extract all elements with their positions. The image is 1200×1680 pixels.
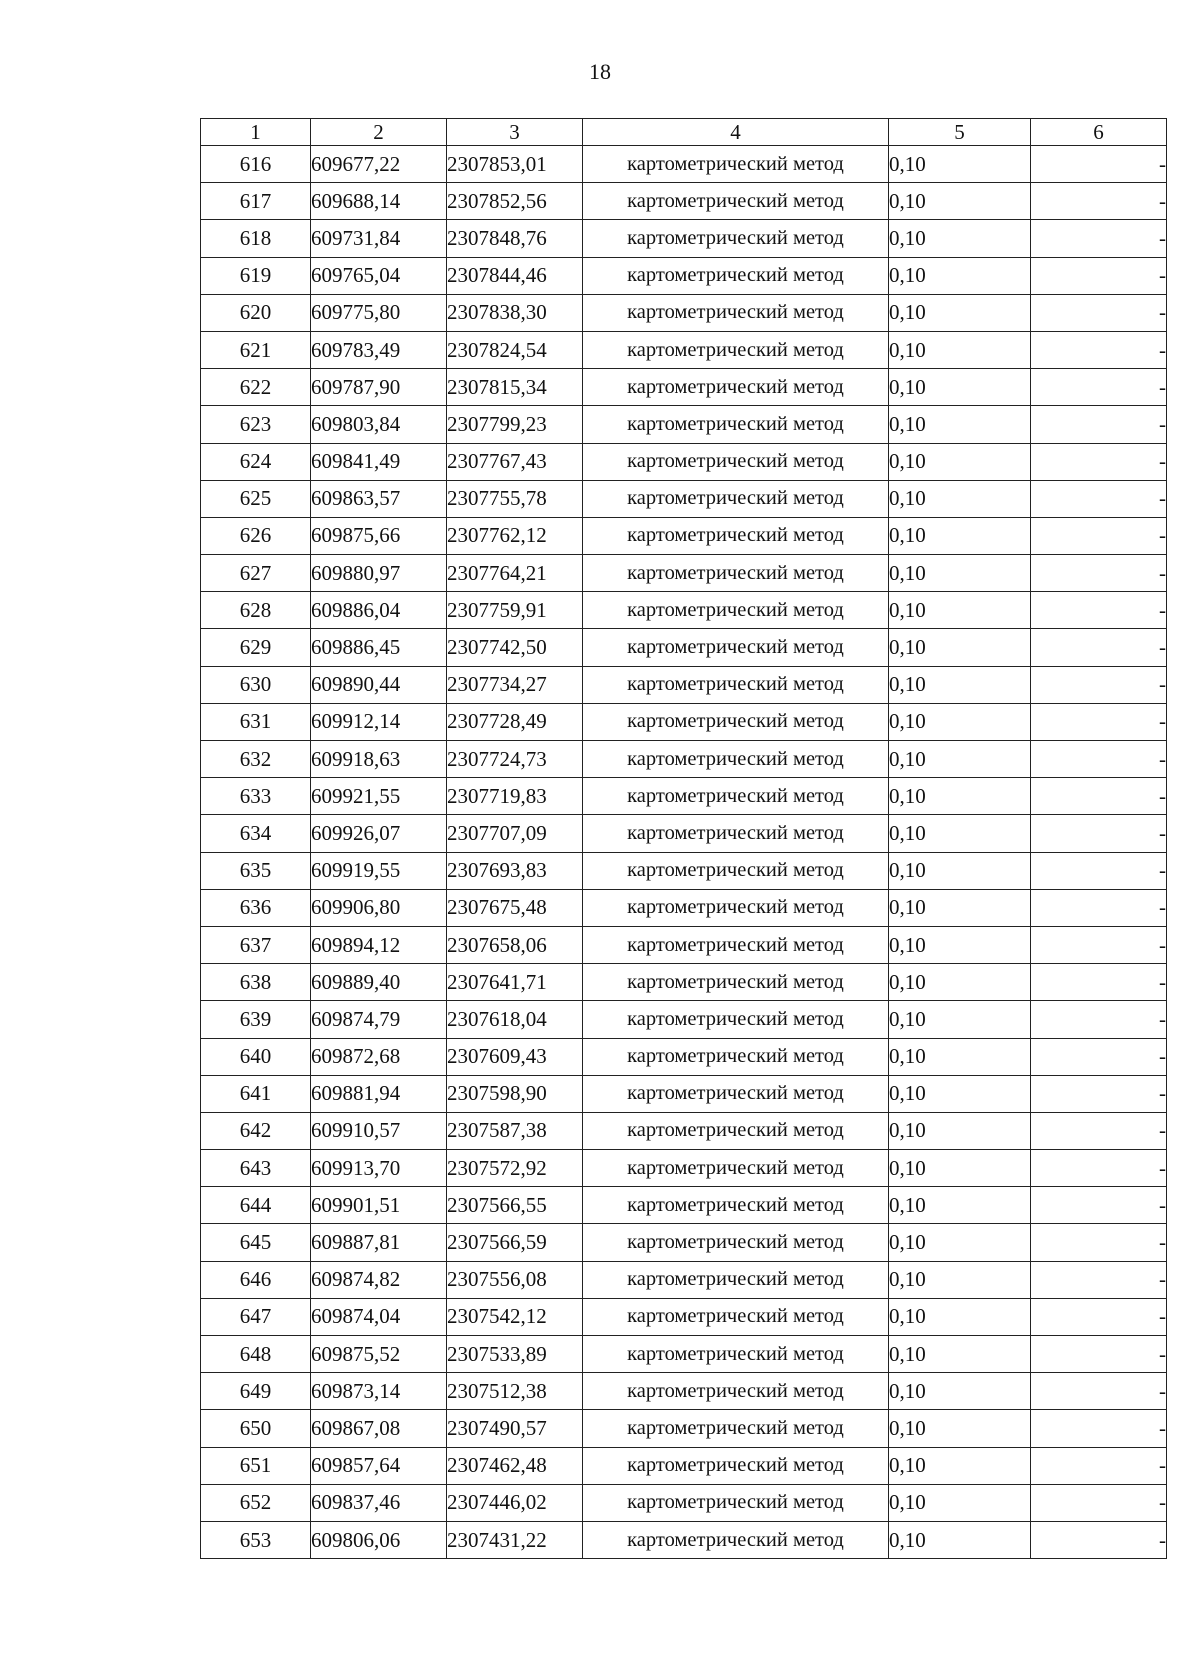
- y-coordinate-cell: 2307762,12: [447, 517, 583, 554]
- table-row: [201, 666, 1167, 703]
- accuracy-cell: 0,10: [889, 964, 1031, 1001]
- y-coordinate-cell: 2307512,38: [447, 1373, 583, 1410]
- accuracy-cell: 0,10: [889, 517, 1031, 554]
- y-coordinate-cell: 2307719,83: [447, 778, 583, 815]
- x-coordinate-cell: 609901,51: [311, 1187, 447, 1224]
- point-number-cell: 645: [201, 1224, 311, 1261]
- point-number-cell: 618: [201, 220, 311, 257]
- description-cell: -: [1031, 629, 1167, 666]
- accuracy-cell: 0,10: [889, 1298, 1031, 1335]
- x-coordinate-cell: 609873,14: [311, 1373, 447, 1410]
- point-number-cell: 647: [201, 1298, 311, 1335]
- accuracy-cell: 0,10: [889, 146, 1031, 183]
- method-cell: картометрический метод: [583, 1224, 889, 1261]
- y-coordinate-cell: 2307693,83: [447, 852, 583, 889]
- y-coordinate-cell: 2307799,23: [447, 406, 583, 443]
- description-cell: -: [1031, 1447, 1167, 1484]
- description-cell: -: [1031, 852, 1167, 889]
- description-cell: -: [1031, 294, 1167, 331]
- table-row: [201, 480, 1167, 517]
- y-coordinate-cell: 2307824,54: [447, 331, 583, 368]
- y-coordinate-cell: 2307759,91: [447, 592, 583, 629]
- table-row: [201, 1298, 1167, 1335]
- accuracy-cell: 0,10: [889, 1261, 1031, 1298]
- point-number-cell: 634: [201, 815, 311, 852]
- method-cell: картометрический метод: [583, 926, 889, 963]
- description-cell: -: [1031, 480, 1167, 517]
- table-row: [201, 592, 1167, 629]
- description-cell: -: [1031, 369, 1167, 406]
- description-cell: -: [1031, 1298, 1167, 1335]
- method-cell: картометрический метод: [583, 480, 889, 517]
- description-cell: -: [1031, 1224, 1167, 1261]
- table-row: [201, 220, 1167, 257]
- description-cell: -: [1031, 1112, 1167, 1149]
- description-cell: -: [1031, 592, 1167, 629]
- point-number-cell: 619: [201, 257, 311, 294]
- x-coordinate-cell: 609837,46: [311, 1484, 447, 1521]
- accuracy-cell: 0,10: [889, 1187, 1031, 1224]
- description-cell: -: [1031, 220, 1167, 257]
- accuracy-cell: 0,10: [889, 815, 1031, 852]
- description-cell: -: [1031, 443, 1167, 480]
- accuracy-cell: 0,10: [889, 592, 1031, 629]
- coordinates-table: [200, 118, 1167, 1559]
- table-row: [201, 183, 1167, 220]
- method-cell: картометрический метод: [583, 1521, 889, 1558]
- description-cell: -: [1031, 778, 1167, 815]
- description-cell: -: [1031, 1150, 1167, 1187]
- accuracy-cell: 0,10: [889, 183, 1031, 220]
- header-row: [201, 119, 1167, 146]
- description-cell: -: [1031, 1187, 1167, 1224]
- method-cell: картометрический метод: [583, 889, 889, 926]
- description-cell: -: [1031, 741, 1167, 778]
- point-number-cell: 650: [201, 1410, 311, 1447]
- method-cell: картометрический метод: [583, 1298, 889, 1335]
- method-cell: картометрический метод: [583, 331, 889, 368]
- method-cell: картометрический метод: [583, 1001, 889, 1038]
- column-header-5: 5: [889, 119, 1031, 146]
- table-row: [201, 778, 1167, 815]
- column-header-4: 4: [583, 119, 889, 146]
- y-coordinate-cell: 2307844,46: [447, 257, 583, 294]
- accuracy-cell: 0,10: [889, 852, 1031, 889]
- point-number-cell: 646: [201, 1261, 311, 1298]
- point-number-cell: 625: [201, 480, 311, 517]
- table-row: [201, 889, 1167, 926]
- method-cell: картометрический метод: [583, 294, 889, 331]
- y-coordinate-cell: 2307609,43: [447, 1038, 583, 1075]
- y-coordinate-cell: 2307734,27: [447, 666, 583, 703]
- table-row: [201, 257, 1167, 294]
- description-cell: -: [1031, 1336, 1167, 1373]
- table-row: [201, 555, 1167, 592]
- x-coordinate-cell: 609919,55: [311, 852, 447, 889]
- description-cell: -: [1031, 183, 1167, 220]
- y-coordinate-cell: 2307598,90: [447, 1075, 583, 1112]
- accuracy-cell: 0,10: [889, 1521, 1031, 1558]
- table-row: [201, 926, 1167, 963]
- x-coordinate-cell: 609918,63: [311, 741, 447, 778]
- table-row: [201, 964, 1167, 1001]
- y-coordinate-cell: 2307431,22: [447, 1521, 583, 1558]
- point-number-cell: 628: [201, 592, 311, 629]
- table-row: [201, 1187, 1167, 1224]
- description-cell: -: [1031, 1373, 1167, 1410]
- point-number-cell: 637: [201, 926, 311, 963]
- point-number-cell: 616: [201, 146, 311, 183]
- method-cell: картометрический метод: [583, 257, 889, 294]
- accuracy-cell: 0,10: [889, 369, 1031, 406]
- table-body: [201, 146, 1167, 1559]
- x-coordinate-cell: 609872,68: [311, 1038, 447, 1075]
- description-cell: -: [1031, 815, 1167, 852]
- point-number-cell: 620: [201, 294, 311, 331]
- x-coordinate-cell: 609874,79: [311, 1001, 447, 1038]
- column-header-3: 3: [447, 119, 583, 146]
- table-row: [201, 703, 1167, 740]
- x-coordinate-cell: 609841,49: [311, 443, 447, 480]
- y-coordinate-cell: 2307707,09: [447, 815, 583, 852]
- x-coordinate-cell: 609787,90: [311, 369, 447, 406]
- accuracy-cell: 0,10: [889, 1150, 1031, 1187]
- x-coordinate-cell: 609913,70: [311, 1150, 447, 1187]
- point-number-cell: 629: [201, 629, 311, 666]
- accuracy-cell: 0,10: [889, 889, 1031, 926]
- x-coordinate-cell: 609863,57: [311, 480, 447, 517]
- accuracy-cell: 0,10: [889, 443, 1031, 480]
- x-coordinate-cell: 609926,07: [311, 815, 447, 852]
- table-row: [201, 146, 1167, 183]
- table-row: [201, 1410, 1167, 1447]
- description-cell: -: [1031, 517, 1167, 554]
- x-coordinate-cell: 609857,64: [311, 1447, 447, 1484]
- accuracy-cell: 0,10: [889, 257, 1031, 294]
- table-row: [201, 443, 1167, 480]
- x-coordinate-cell: 609880,97: [311, 555, 447, 592]
- y-coordinate-cell: 2307566,55: [447, 1187, 583, 1224]
- point-number-cell: 640: [201, 1038, 311, 1075]
- point-number-cell: 648: [201, 1336, 311, 1373]
- accuracy-cell: 0,10: [889, 331, 1031, 368]
- table-row: [201, 1336, 1167, 1373]
- y-coordinate-cell: 2307618,04: [447, 1001, 583, 1038]
- accuracy-cell: 0,10: [889, 220, 1031, 257]
- table-row: [201, 1484, 1167, 1521]
- y-coordinate-cell: 2307490,57: [447, 1410, 583, 1447]
- x-coordinate-cell: 609731,84: [311, 220, 447, 257]
- x-coordinate-cell: 609889,40: [311, 964, 447, 1001]
- point-number-cell: 644: [201, 1187, 311, 1224]
- y-coordinate-cell: 2307767,43: [447, 443, 583, 480]
- x-coordinate-cell: 609881,94: [311, 1075, 447, 1112]
- y-coordinate-cell: 2307755,78: [447, 480, 583, 517]
- method-cell: картометрический метод: [583, 1150, 889, 1187]
- x-coordinate-cell: 609890,44: [311, 666, 447, 703]
- x-coordinate-cell: 609906,80: [311, 889, 447, 926]
- description-cell: -: [1031, 964, 1167, 1001]
- point-number-cell: 641: [201, 1075, 311, 1112]
- point-number-cell: 639: [201, 1001, 311, 1038]
- table-row: [201, 1001, 1167, 1038]
- description-cell: -: [1031, 703, 1167, 740]
- accuracy-cell: 0,10: [889, 1484, 1031, 1521]
- accuracy-cell: 0,10: [889, 1224, 1031, 1261]
- column-header-2: 2: [311, 119, 447, 146]
- y-coordinate-cell: 2307587,38: [447, 1112, 583, 1149]
- point-number-cell: 617: [201, 183, 311, 220]
- x-coordinate-cell: 609677,22: [311, 146, 447, 183]
- accuracy-cell: 0,10: [889, 406, 1031, 443]
- method-cell: картометрический метод: [583, 443, 889, 480]
- accuracy-cell: 0,10: [889, 703, 1031, 740]
- method-cell: картометрический метод: [583, 1336, 889, 1373]
- point-number-cell: 632: [201, 741, 311, 778]
- x-coordinate-cell: 609886,45: [311, 629, 447, 666]
- x-coordinate-cell: 609894,12: [311, 926, 447, 963]
- table-row: [201, 815, 1167, 852]
- point-number-cell: 623: [201, 406, 311, 443]
- method-cell: картометрический метод: [583, 1038, 889, 1075]
- point-number-cell: 643: [201, 1150, 311, 1187]
- x-coordinate-cell: 609765,04: [311, 257, 447, 294]
- accuracy-cell: 0,10: [889, 1447, 1031, 1484]
- accuracy-cell: 0,10: [889, 629, 1031, 666]
- point-number-cell: 627: [201, 555, 311, 592]
- accuracy-cell: 0,10: [889, 480, 1031, 517]
- y-coordinate-cell: 2307566,59: [447, 1224, 583, 1261]
- method-cell: картометрический метод: [583, 1484, 889, 1521]
- x-coordinate-cell: 609921,55: [311, 778, 447, 815]
- method-cell: картометрический метод: [583, 183, 889, 220]
- description-cell: -: [1031, 406, 1167, 443]
- method-cell: картометрический метод: [583, 369, 889, 406]
- table-row: [201, 331, 1167, 368]
- point-number-cell: 635: [201, 852, 311, 889]
- y-coordinate-cell: 2307838,30: [447, 294, 583, 331]
- method-cell: картометрический метод: [583, 517, 889, 554]
- method-cell: картометрический метод: [583, 815, 889, 852]
- method-cell: картометрический метод: [583, 666, 889, 703]
- point-number-cell: 642: [201, 1112, 311, 1149]
- y-coordinate-cell: 2307462,48: [447, 1447, 583, 1484]
- x-coordinate-cell: 609874,82: [311, 1261, 447, 1298]
- accuracy-cell: 0,10: [889, 926, 1031, 963]
- accuracy-cell: 0,10: [889, 1410, 1031, 1447]
- column-header-1: 1: [201, 119, 311, 146]
- x-coordinate-cell: 609874,04: [311, 1298, 447, 1335]
- y-coordinate-cell: 2307742,50: [447, 629, 583, 666]
- method-cell: картометрический метод: [583, 1075, 889, 1112]
- description-cell: -: [1031, 331, 1167, 368]
- accuracy-cell: 0,10: [889, 1038, 1031, 1075]
- point-number-cell: 621: [201, 331, 311, 368]
- table-header: [201, 119, 1167, 146]
- y-coordinate-cell: 2307728,49: [447, 703, 583, 740]
- table-row: [201, 1038, 1167, 1075]
- accuracy-cell: 0,10: [889, 294, 1031, 331]
- method-cell: картометрический метод: [583, 778, 889, 815]
- y-coordinate-cell: 2307533,89: [447, 1336, 583, 1373]
- description-cell: -: [1031, 889, 1167, 926]
- description-cell: -: [1031, 1410, 1167, 1447]
- accuracy-cell: 0,10: [889, 666, 1031, 703]
- y-coordinate-cell: 2307764,21: [447, 555, 583, 592]
- table-row: [201, 406, 1167, 443]
- description-cell: -: [1031, 146, 1167, 183]
- column-header-6: 6: [1031, 119, 1167, 146]
- method-cell: картометрический метод: [583, 555, 889, 592]
- point-number-cell: 652: [201, 1484, 311, 1521]
- table-row: [201, 1224, 1167, 1261]
- x-coordinate-cell: 609875,52: [311, 1336, 447, 1373]
- x-coordinate-cell: 609912,14: [311, 703, 447, 740]
- method-cell: картометрический метод: [583, 1447, 889, 1484]
- page-number: 18: [589, 59, 611, 84]
- y-coordinate-cell: 2307815,34: [447, 369, 583, 406]
- accuracy-cell: 0,10: [889, 1075, 1031, 1112]
- description-cell: -: [1031, 257, 1167, 294]
- table-row: [201, 1447, 1167, 1484]
- point-number-cell: 622: [201, 369, 311, 406]
- method-cell: картометрический метод: [583, 406, 889, 443]
- y-coordinate-cell: 2307446,02: [447, 1484, 583, 1521]
- y-coordinate-cell: 2307542,12: [447, 1298, 583, 1335]
- table-row: [201, 1521, 1167, 1558]
- x-coordinate-cell: 609910,57: [311, 1112, 447, 1149]
- description-cell: -: [1031, 1261, 1167, 1298]
- method-cell: картометрический метод: [583, 703, 889, 740]
- y-coordinate-cell: 2307853,01: [447, 146, 583, 183]
- x-coordinate-cell: 609783,49: [311, 331, 447, 368]
- table-row: [201, 369, 1167, 406]
- method-cell: картометрический метод: [583, 852, 889, 889]
- point-number-cell: 651: [201, 1447, 311, 1484]
- table-row: [201, 294, 1167, 331]
- method-cell: картометрический метод: [583, 592, 889, 629]
- y-coordinate-cell: 2307658,06: [447, 926, 583, 963]
- x-coordinate-cell: 609803,84: [311, 406, 447, 443]
- table-row: [201, 1261, 1167, 1298]
- accuracy-cell: 0,10: [889, 1112, 1031, 1149]
- description-cell: -: [1031, 1038, 1167, 1075]
- y-coordinate-cell: 2307675,48: [447, 889, 583, 926]
- accuracy-cell: 0,10: [889, 1336, 1031, 1373]
- accuracy-cell: 0,10: [889, 1001, 1031, 1038]
- method-cell: картометрический метод: [583, 220, 889, 257]
- point-number-cell: 649: [201, 1373, 311, 1410]
- point-number-cell: 624: [201, 443, 311, 480]
- x-coordinate-cell: 609806,06: [311, 1521, 447, 1558]
- x-coordinate-cell: 609887,81: [311, 1224, 447, 1261]
- description-cell: -: [1031, 1484, 1167, 1521]
- method-cell: картометрический метод: [583, 1112, 889, 1149]
- y-coordinate-cell: 2307641,71: [447, 964, 583, 1001]
- y-coordinate-cell: 2307556,08: [447, 1261, 583, 1298]
- point-number-cell: 633: [201, 778, 311, 815]
- method-cell: картометрический метод: [583, 1261, 889, 1298]
- method-cell: картометрический метод: [583, 964, 889, 1001]
- x-coordinate-cell: 609775,80: [311, 294, 447, 331]
- point-number-cell: 630: [201, 666, 311, 703]
- method-cell: картометрический метод: [583, 1373, 889, 1410]
- accuracy-cell: 0,10: [889, 741, 1031, 778]
- table-row: [201, 852, 1167, 889]
- method-cell: картометрический метод: [583, 741, 889, 778]
- x-coordinate-cell: 609867,08: [311, 1410, 447, 1447]
- accuracy-cell: 0,10: [889, 555, 1031, 592]
- description-cell: -: [1031, 1001, 1167, 1038]
- description-cell: -: [1031, 666, 1167, 703]
- description-cell: -: [1031, 926, 1167, 963]
- accuracy-cell: 0,10: [889, 1373, 1031, 1410]
- point-number-cell: 631: [201, 703, 311, 740]
- y-coordinate-cell: 2307724,73: [447, 741, 583, 778]
- point-number-cell: 653: [201, 1521, 311, 1558]
- table-row: [201, 1373, 1167, 1410]
- x-coordinate-cell: 609875,66: [311, 517, 447, 554]
- point-number-cell: 636: [201, 889, 311, 926]
- table-row: [201, 1150, 1167, 1187]
- table-row: [201, 1075, 1167, 1112]
- x-coordinate-cell: 609886,04: [311, 592, 447, 629]
- accuracy-cell: 0,10: [889, 778, 1031, 815]
- y-coordinate-cell: 2307852,56: [447, 183, 583, 220]
- method-cell: картометрический метод: [583, 1410, 889, 1447]
- method-cell: картометрический метод: [583, 146, 889, 183]
- y-coordinate-cell: 2307572,92: [447, 1150, 583, 1187]
- table-row: [201, 517, 1167, 554]
- method-cell: картометрический метод: [583, 629, 889, 666]
- method-cell: картометрический метод: [583, 1187, 889, 1224]
- description-cell: -: [1031, 1521, 1167, 1558]
- table-row: [201, 629, 1167, 666]
- point-number-cell: 626: [201, 517, 311, 554]
- table-row: [201, 1112, 1167, 1149]
- y-coordinate-cell: 2307848,76: [447, 220, 583, 257]
- description-cell: -: [1031, 555, 1167, 592]
- description-cell: -: [1031, 1075, 1167, 1112]
- x-coordinate-cell: 609688,14: [311, 183, 447, 220]
- point-number-cell: 638: [201, 964, 311, 1001]
- table-row: [201, 741, 1167, 778]
